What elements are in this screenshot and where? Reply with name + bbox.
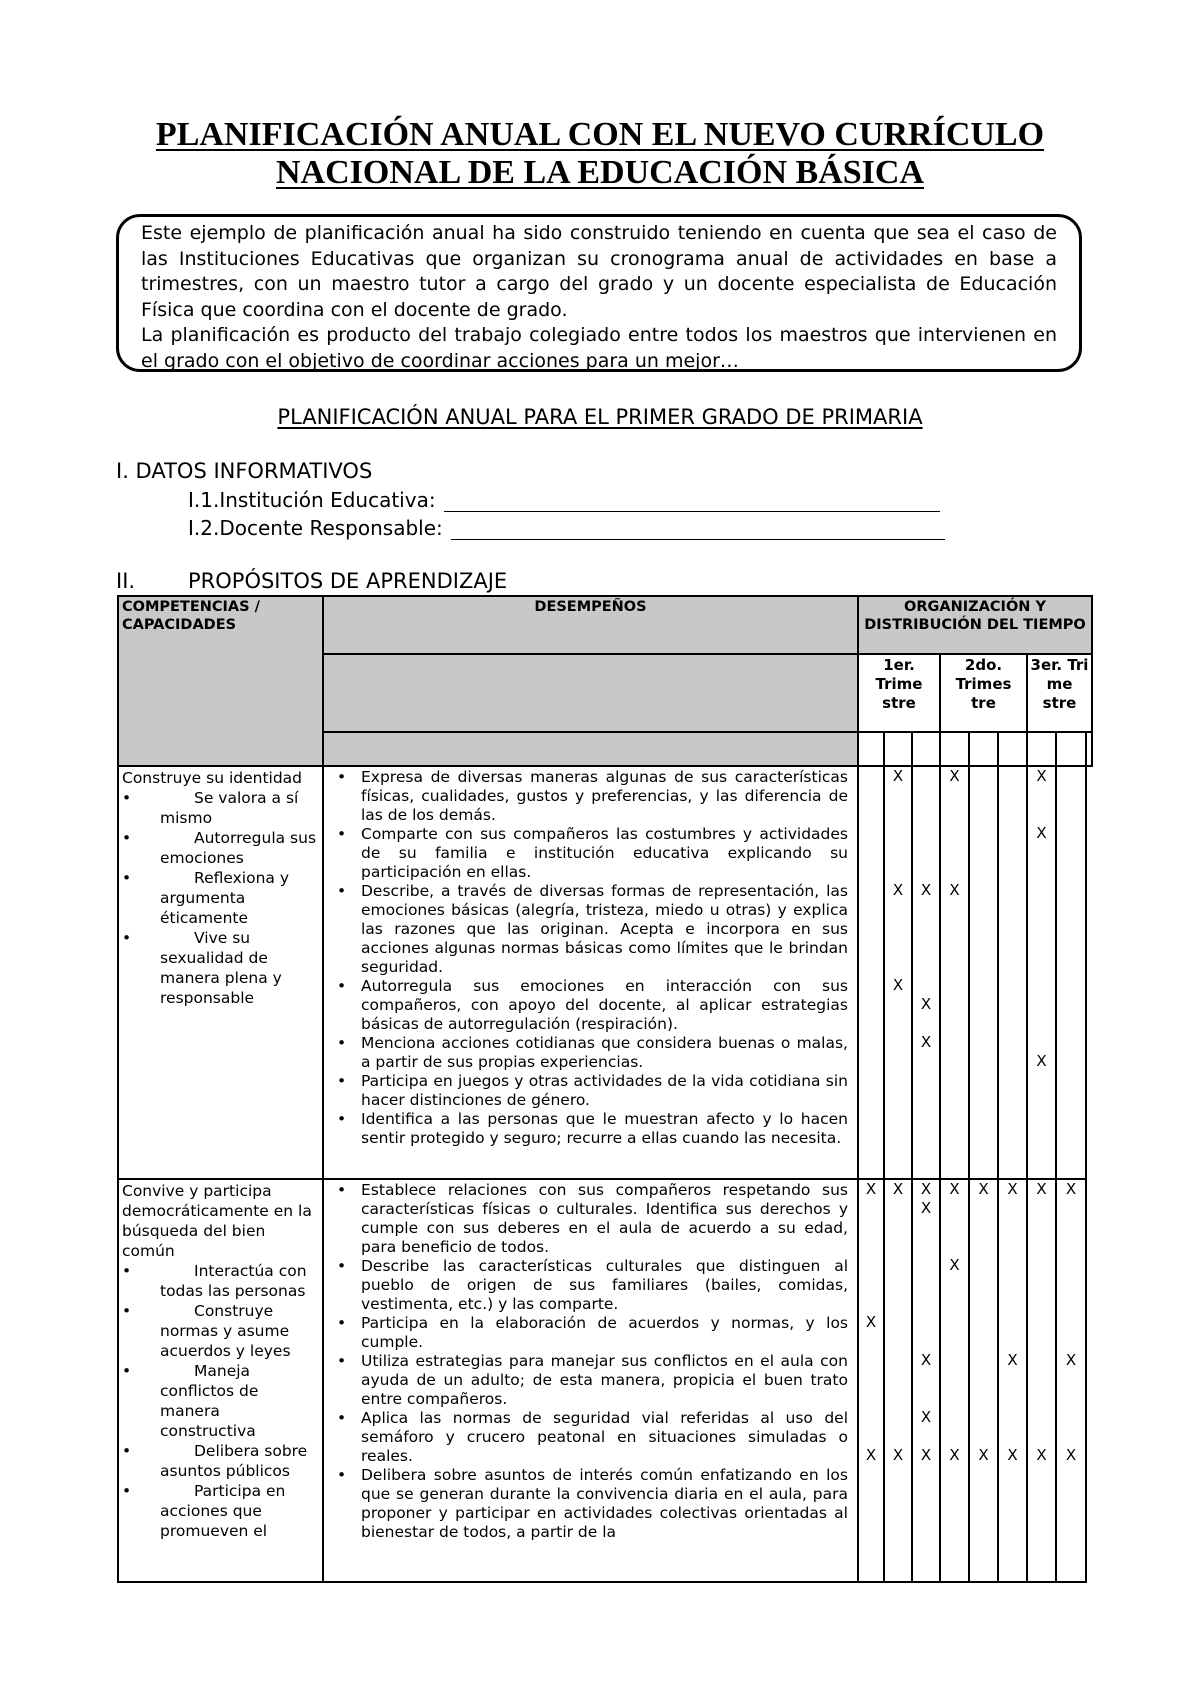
schedule-cell xyxy=(940,766,969,1179)
schedule-mark: X xyxy=(920,1033,932,1051)
schedule-mark: X xyxy=(949,1256,960,1274)
field-docente-line xyxy=(451,519,945,540)
desempeno-text: Establece relaciones con sus compañeros respetando sus características físicas o culturales. Identifica sus derechos y cumple con sus deberes en el aula de acuerdo a su edad, para beneficio de todos. xyxy=(361,1181,848,1256)
section-1-heading: I. DATOS INFORMATIVOS xyxy=(116,459,373,483)
desempeno-item xyxy=(327,1466,848,1542)
schedule-cell xyxy=(998,766,1027,1179)
schedule-cell xyxy=(884,766,912,1179)
desempeno-text: Participa en la elaboración de acuerdos y normas, y los cumple. xyxy=(361,1314,848,1351)
schedule-cell xyxy=(1056,766,1086,1179)
schedule-mark: X xyxy=(920,1180,932,1198)
week-cell xyxy=(1027,732,1056,766)
desempeno-text: Identifica a las personas que le muestran afecto y lo hacen sentir protegido y seguro; recurre a ellas cuando las necesita. xyxy=(361,1110,848,1147)
subtitle: PLANIFICACIÓN ANUAL PARA EL PRIMER GRADO DE PRIMARIA xyxy=(277,405,923,429)
desempeno-text: Participa en juegos y otras actividades de la vida cotidiana sin hacer distinciones de género. xyxy=(361,1072,848,1109)
field-institucion-label: I.1.Institución Educativa: xyxy=(188,488,436,512)
desempeno-text: Describe, a través de diversas formas de representación, las emociones básicas (alegría, tristeza, miedo u otras) y explica las razones que las originan. Acepta e incorpora en sus acciones algunas normas básicas como límites que le brindan seguridad. xyxy=(361,882,848,976)
desempeno-item xyxy=(327,768,848,825)
schedule-cell xyxy=(912,1179,940,1582)
field-institucion-line xyxy=(444,491,940,512)
desempeno-item xyxy=(327,825,848,882)
field-docente xyxy=(188,516,945,540)
schedule-mark: X xyxy=(949,1180,960,1198)
desempeno-item xyxy=(327,1181,848,1257)
week-cell xyxy=(912,732,940,766)
header-blank-2 xyxy=(323,732,858,766)
competencia-cell xyxy=(118,766,323,1179)
field-institucion xyxy=(188,488,940,512)
schedule-cell xyxy=(1027,1179,1056,1582)
schedule-mark: X xyxy=(892,976,904,994)
week-cell xyxy=(1086,732,1092,766)
desempeno-text: Comparte con sus compañeros las costumbres y actividades de su familia e institución educativa explicando su participación en ellas. xyxy=(361,825,848,881)
desempeno-text: Utiliza estrategias para manejar sus conflictos en el aula con ayuda de un adulto; de esta manera, propicia el buen trato entre compañeros. xyxy=(361,1352,848,1408)
schedule-mark: X xyxy=(865,1180,877,1198)
desempeno-text: Expresa de diversas maneras algunas de sus características físicas, cualidades, gustos y preferencias, y las diferencia de las de los demás. xyxy=(361,768,848,824)
schedule-cell xyxy=(884,1179,912,1582)
trimestre-2: 2do. Trimes tre xyxy=(940,654,1027,732)
desempeno-item xyxy=(327,882,848,977)
schedule-mark: X xyxy=(978,1446,989,1464)
schedule-cell xyxy=(940,1179,969,1582)
desempeno-item xyxy=(327,1034,848,1072)
schedule-mark: X xyxy=(1036,1446,1047,1464)
week-cell xyxy=(884,732,912,766)
week-cell xyxy=(1056,732,1086,766)
schedule-mark: X xyxy=(865,1313,877,1331)
planning-table xyxy=(117,595,1093,1583)
table-row xyxy=(118,766,1092,1179)
schedule-mark: X xyxy=(920,1446,932,1464)
capacidad-item: • Autorregula sus emociones xyxy=(122,828,319,868)
schedule-mark: X xyxy=(1007,1446,1018,1464)
week-cell xyxy=(858,732,884,766)
desempeno-item xyxy=(327,977,848,1034)
capacidad-item: • Vive su sexualidad de manera plena y responsable xyxy=(122,928,319,1008)
intro-box xyxy=(116,214,1082,372)
schedule-cell xyxy=(969,766,998,1179)
intro-paragraph-1: Este ejemplo de planificación anual ha sido construido teniendo en cuenta que sea el caso de las Instituciones Educativas que organizan su cronograma anual de actividades en base a trimestres, con un maestro tutor a cargo del grado y un docente especialista de Educación Física que coordina con el docente de grado. xyxy=(141,222,1057,321)
title-line-2: NACIONAL DE LA EDUCACIÓN BÁSICA xyxy=(276,154,924,191)
schedule-mark: X xyxy=(1065,1351,1077,1369)
desempenos-list xyxy=(327,768,854,1148)
capacidad-item: • Delibera sobre asuntos públicos xyxy=(122,1441,319,1481)
desempeno-item xyxy=(327,1409,848,1466)
section-2-title: PROPÓSITOS DE APRENDIZAJE xyxy=(188,569,508,593)
week-cell xyxy=(969,732,998,766)
header-competencias: COMPETENCIAS / CAPACIDADES xyxy=(118,596,323,766)
capacidades-list xyxy=(122,1261,319,1541)
desempeno-text: Aplica las normas de seguridad vial referidas al uso del semáforo y crucero peatonal en situaciones simuladas o reales. xyxy=(361,1409,848,1465)
schedule-mark: X xyxy=(892,1180,904,1198)
schedule-cell xyxy=(1056,1179,1086,1582)
header-desempenos: DESEMPEÑOS xyxy=(323,596,858,654)
trimestre-3: 3er. Tri me stre xyxy=(1027,654,1092,732)
schedule-mark: X xyxy=(1065,1180,1077,1198)
schedule-mark: X xyxy=(978,1180,989,1198)
schedule-mark: X xyxy=(920,881,932,899)
title-line-1: PLANIFICACIÓN ANUAL CON EL NUEVO CURRÍCULO xyxy=(155,116,1045,153)
schedule-mark: X xyxy=(920,1351,932,1369)
schedule-mark: X xyxy=(949,767,960,785)
capacidades-list xyxy=(122,788,319,1008)
schedule-cell xyxy=(858,766,884,1179)
schedule-mark: X xyxy=(892,881,904,899)
section-2-number: II. xyxy=(116,569,136,593)
schedule-mark: X xyxy=(1036,1052,1047,1070)
desempeno-item xyxy=(327,1257,848,1314)
schedule-mark: X xyxy=(949,881,960,899)
intro-paragraph-2: La planificación es producto del trabajo colegiado entre todos los maestros que intervienen en el grado con el objetivo de coordinar acciones para un mejor… xyxy=(141,324,1057,372)
schedule-cell xyxy=(969,1179,998,1582)
table-header-row xyxy=(118,596,1092,654)
competencia-title: Convive y participa democráticamente en la búsqueda del bien común xyxy=(122,1182,312,1260)
capacidad-item: • Interactúa con todas las personas xyxy=(122,1261,319,1301)
capacidad-item: • Maneja conflictos de manera constructiva xyxy=(122,1361,319,1441)
desempeno-text: Autorregula sus emociones en interacción con sus compañeros, con apoyo del docente, al aplicar estrategias básicas de autorregulación (respiración). xyxy=(361,977,848,1033)
schedule-mark: X xyxy=(1036,1180,1047,1198)
capacidad-item: • Reflexiona y argumenta éticamente xyxy=(122,868,319,928)
desempenos-cell xyxy=(323,1179,858,1582)
schedule-mark: X xyxy=(949,1446,960,1464)
week-cell xyxy=(940,732,969,766)
schedule-cell xyxy=(1027,766,1056,1179)
schedule-cell xyxy=(858,1179,884,1582)
desempeno-item xyxy=(327,1072,848,1110)
trimestre-1: 1er. Trime stre xyxy=(858,654,940,732)
schedule-mark: X xyxy=(920,995,932,1013)
schedule-mark: X xyxy=(920,1408,932,1426)
capacidad-item: • Se valora a sí mismo xyxy=(122,788,319,828)
desempenos-list xyxy=(327,1181,854,1542)
competencia-cell xyxy=(118,1179,323,1582)
field-docente-label: I.2.Docente Responsable: xyxy=(188,516,443,540)
competencia-title: Construye su identidad xyxy=(122,769,303,787)
desempeno-item xyxy=(327,1314,848,1352)
capacidad-item: • Construye normas y asume acuerdos y leyes xyxy=(122,1301,319,1361)
schedule-mark: X xyxy=(865,1446,877,1464)
header-organizacion: ORGANIZACIÓN Y DISTRIBUCIÓN DEL TIEMPO xyxy=(858,596,1092,654)
schedule-mark: X xyxy=(1036,824,1047,842)
schedule-mark: X xyxy=(1065,1446,1077,1464)
schedule-mark: X xyxy=(1007,1180,1018,1198)
schedule-cell xyxy=(912,766,940,1179)
table-row xyxy=(118,1179,1092,1582)
schedule-cell xyxy=(998,1179,1027,1582)
section-2-heading xyxy=(116,569,507,593)
schedule-mark: X xyxy=(1007,1351,1018,1369)
schedule-mark: X xyxy=(892,1446,904,1464)
capacidad-item: • Participa en acciones que promueven el xyxy=(122,1481,319,1541)
desempeno-text: Menciona acciones cotidianas que considera buenas o malas, a partir de sus propias experiencias. xyxy=(361,1034,848,1071)
desempenos-cell xyxy=(323,766,858,1179)
header-blank xyxy=(323,654,858,732)
desempeno-item xyxy=(327,1110,848,1148)
schedule-mark: X xyxy=(892,767,904,785)
schedule-mark: X xyxy=(1036,767,1047,785)
document-title xyxy=(100,116,1100,192)
schedule-mark: X xyxy=(920,1199,932,1217)
desempeno-item xyxy=(327,1352,848,1409)
desempeno-text: Describe las características culturales que distinguen al pueblo de origen de sus familiares (bailes, comidas, vestimenta, etc.) y las comparte. xyxy=(361,1257,848,1313)
desempeno-text: Delibera sobre asuntos de interés común enfatizando en los que se generan durante la convivencia diaria en el aula, para proponer y participar en actividades colectivas orientadas al bienestar de todos, a partir de la xyxy=(361,1466,848,1541)
week-cell xyxy=(998,732,1027,766)
